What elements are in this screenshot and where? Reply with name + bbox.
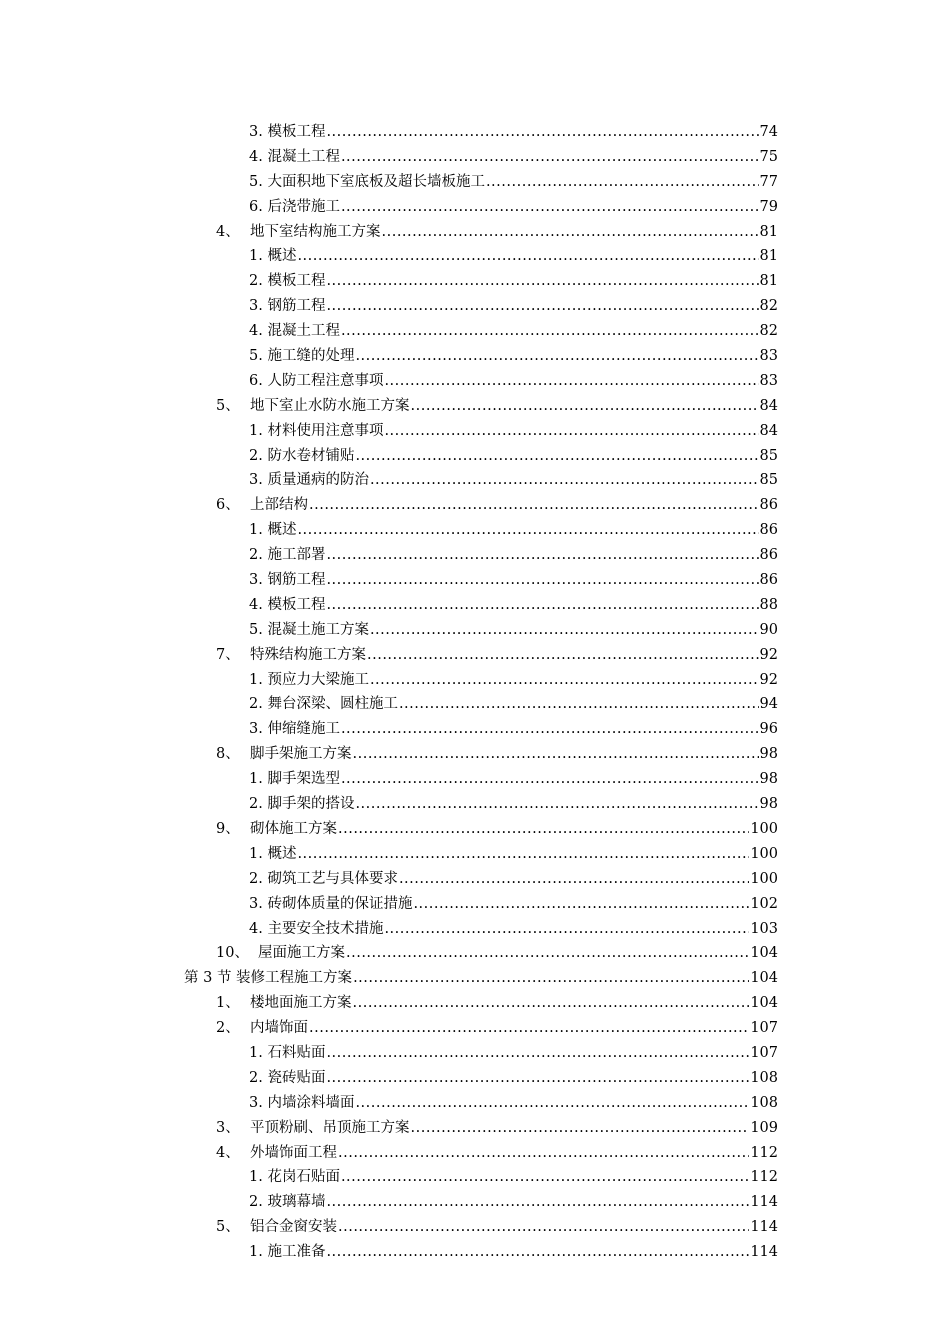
toc-entry-title: 1. 概述 (249, 248, 297, 265)
toc-page-number: 88 (759, 596, 778, 613)
toc-entry[interactable] (216, 1141, 778, 1166)
toc-page-number: 81 (759, 223, 778, 240)
toc-entry-title: 1. 脚手架选型 (249, 771, 340, 788)
toc-entry-title: 1. 概述 (249, 522, 297, 539)
toc-entry[interactable] (249, 668, 778, 693)
toc-dot-leader (411, 1116, 750, 1141)
toc-entry-label (249, 1091, 354, 1116)
toc-entry-number: 1、 (216, 995, 240, 1012)
toc-entry-title: 屋面施工方案 (258, 945, 345, 962)
toc-entry-label (216, 1215, 337, 1240)
toc-dot-leader (382, 220, 759, 245)
toc-dot-leader (338, 1215, 749, 1240)
toc-row (0, 319, 950, 344)
toc-entry-title: 平顶粉刷、吊顶施工方案 (250, 1119, 410, 1136)
toc-entry-title: 砌体施工方案 (250, 820, 337, 837)
toc-entry-label (249, 444, 354, 469)
toc-entry-title: 4. 混凝土工程 (249, 148, 340, 165)
toc-entry-title: 外墙饰面工程 (250, 1144, 337, 1161)
toc-entry[interactable] (249, 1240, 778, 1265)
toc-page-number: 84 (759, 397, 778, 414)
toc-page-number: 84 (759, 422, 778, 439)
toc-dot-leader (326, 1041, 749, 1066)
toc-entry-title: 脚手架施工方案 (250, 746, 352, 763)
toc-dot-leader (346, 941, 749, 966)
toc-entry-title: 地下室止水防水施工方案 (250, 397, 410, 414)
toc-dot-leader (326, 294, 758, 319)
toc-row (0, 817, 950, 842)
toc-row (0, 966, 950, 991)
toc-entry-title: 地下室结构施工方案 (250, 223, 381, 240)
toc-row (0, 244, 950, 269)
toc-page-number: 104 (750, 945, 778, 962)
toc-entry[interactable] (216, 817, 778, 842)
toc-page-number: 100 (750, 845, 778, 862)
toc-entry-title: 3. 钢筋工程 (249, 572, 326, 589)
toc-dot-leader (384, 419, 758, 444)
toc-row (0, 941, 950, 966)
toc-entry[interactable] (249, 444, 778, 469)
toc-page-number: 86 (759, 547, 778, 564)
toc-dot-leader (353, 991, 750, 1016)
toc-entry-title: 4. 主要安全技术措施 (249, 920, 384, 937)
toc-row (0, 917, 950, 942)
toc-entry-title: 6. 人防工程注意事项 (249, 372, 384, 389)
toc-entry[interactable] (216, 1215, 778, 1240)
toc-entry-title: 3. 砖砌体质量的保证措施 (249, 895, 413, 912)
toc-entry-label (249, 867, 398, 892)
toc-entry-title: 1. 花岗石贴面 (249, 1169, 340, 1186)
toc-dot-leader (341, 1165, 749, 1190)
toc-entry-label (249, 842, 296, 867)
toc-entry-number: 8、 (216, 746, 240, 763)
toc-page-number: 103 (750, 920, 778, 937)
toc-dot-leader (341, 195, 759, 220)
toc-page-number: 100 (750, 820, 778, 837)
toc-dot-leader (399, 867, 749, 892)
toc-page-number: 98 (759, 796, 778, 813)
toc-row (0, 1016, 950, 1041)
toc-dot-leader (353, 742, 759, 767)
toc-entry-title: 1. 概述 (249, 845, 297, 862)
toc-dot-leader (341, 319, 759, 344)
toc-page-number: 86 (759, 522, 778, 539)
toc-page-number: 112 (750, 1144, 778, 1161)
toc-entry[interactable] (216, 643, 778, 668)
toc-entry-title: 3. 质量通病的防治 (249, 472, 369, 489)
toc-entry-label (249, 319, 340, 344)
toc-entry-number: 7、 (216, 646, 240, 663)
toc-dot-leader (355, 1091, 749, 1116)
toc-entry-number: 10、 (216, 945, 249, 962)
toc-entry[interactable] (249, 419, 778, 444)
toc-entry[interactable] (249, 294, 778, 319)
toc-entry[interactable] (249, 344, 778, 369)
toc-entry-label (249, 294, 325, 319)
toc-dot-leader (411, 394, 759, 419)
toc-entry-label (249, 792, 354, 817)
toc-entry-label (216, 991, 352, 1016)
toc-entry-label (249, 1190, 325, 1215)
toc-entry[interactable] (249, 767, 778, 792)
toc-row (0, 170, 950, 195)
toc-page-number: 102 (750, 895, 778, 912)
toc-entry-title: 4. 模板工程 (249, 596, 326, 613)
toc-page-number: 75 (759, 148, 778, 165)
toc-page-number: 104 (750, 995, 778, 1012)
toc-entry[interactable] (249, 369, 778, 394)
toc-entry-title: 上部结构 (250, 497, 308, 514)
toc-dot-leader (355, 344, 758, 369)
toc-row (0, 1240, 950, 1265)
toc-entry-number: 4、 (216, 1144, 240, 1161)
toc-dot-leader (326, 269, 758, 294)
toc-dot-leader (297, 842, 749, 867)
toc-entry-title: 3. 钢筋工程 (249, 298, 326, 315)
toc-entry[interactable] (249, 195, 778, 220)
toc-dot-leader (384, 369, 758, 394)
toc-dot-leader (326, 1190, 749, 1215)
toc-entry[interactable] (249, 145, 778, 170)
toc-entry[interactable] (249, 319, 778, 344)
toc-row (0, 269, 950, 294)
toc-entry-label (249, 1041, 325, 1066)
toc-entry-title: 2. 玻璃幕墙 (249, 1194, 326, 1211)
toc-entry[interactable] (249, 618, 778, 643)
toc-dot-leader (367, 643, 759, 668)
toc-entry[interactable] (184, 966, 778, 991)
toc-entry-title: 2. 脚手架的搭设 (249, 796, 355, 813)
toc-entry[interactable] (249, 692, 778, 717)
toc-entry[interactable] (249, 792, 778, 817)
toc-dot-leader (326, 568, 758, 593)
toc-entry-label (249, 1165, 340, 1190)
toc-page-number: 94 (759, 696, 778, 713)
toc-entry[interactable] (216, 220, 778, 245)
table-of-contents (0, 120, 950, 1265)
toc-page-number: 100 (750, 870, 778, 887)
toc-entry-label (249, 892, 412, 917)
toc-entry-title: 1. 预应力大梁施工 (249, 671, 369, 688)
toc-page-number: 82 (759, 298, 778, 315)
toc-entry-label (249, 269, 325, 294)
toc-page-number: 83 (759, 348, 778, 365)
toc-row (0, 692, 950, 717)
toc-row (0, 468, 950, 493)
toc-page-number: 83 (759, 372, 778, 389)
toc-entry-title: 特殊结构施工方案 (250, 646, 366, 663)
toc-page-number: 112 (750, 1169, 778, 1186)
toc-dot-leader (297, 518, 758, 543)
toc-page-number: 96 (759, 721, 778, 738)
toc-entry-label (249, 120, 325, 145)
toc-dot-leader (326, 1240, 749, 1265)
toc-entry-label (249, 468, 369, 493)
toc-page-number: 107 (750, 1020, 778, 1037)
toc-entry[interactable] (216, 1116, 778, 1141)
toc-entry[interactable] (216, 493, 778, 518)
toc-entry[interactable] (216, 742, 778, 767)
toc-row (0, 892, 950, 917)
toc-entry-number: 3、 (216, 1119, 240, 1136)
toc-entry-title: 3. 内墙涂料墙面 (249, 1094, 355, 1111)
toc-row (0, 369, 950, 394)
toc-entry-label (216, 1141, 337, 1166)
toc-row (0, 195, 950, 220)
toc-entry-label (249, 692, 398, 717)
toc-row (0, 1190, 950, 1215)
toc-entry[interactable] (249, 244, 778, 269)
toc-entry[interactable] (216, 1016, 778, 1041)
toc-dot-leader (309, 493, 759, 518)
toc-row (0, 493, 950, 518)
toc-dot-leader (326, 593, 758, 618)
toc-page-number: 107 (750, 1044, 778, 1061)
toc-row (0, 842, 950, 867)
toc-dot-leader (338, 1141, 749, 1166)
toc-entry-label (249, 543, 325, 568)
toc-entry[interactable] (249, 593, 778, 618)
toc-entry-label (216, 1016, 308, 1041)
toc-page-number: 90 (759, 621, 778, 638)
toc-row (0, 120, 950, 145)
toc-row (0, 394, 950, 419)
toc-entry[interactable] (249, 1165, 778, 1190)
toc-page-number: 98 (759, 771, 778, 788)
toc-dot-leader (309, 1016, 749, 1041)
toc-entry-title: 1. 石料贴面 (249, 1044, 326, 1061)
toc-entry-number: 2、 (216, 1020, 240, 1037)
toc-entry-title: 2. 砌筑工艺与具体要求 (249, 870, 398, 887)
toc-entry[interactable] (249, 1041, 778, 1066)
toc-entry-title: 铝合金窗安装 (250, 1219, 337, 1236)
toc-entry-number: 5、 (216, 397, 240, 414)
toc-row (0, 419, 950, 444)
toc-page-number: 108 (750, 1069, 778, 1086)
toc-entry-label (249, 1066, 325, 1091)
toc-dot-leader (370, 618, 759, 643)
toc-dot-leader (341, 717, 759, 742)
toc-entry-label (249, 518, 296, 543)
toc-row (0, 1091, 950, 1116)
toc-entry[interactable] (249, 842, 778, 867)
toc-page-number: 114 (750, 1244, 778, 1261)
toc-entry[interactable] (216, 394, 778, 419)
toc-row (0, 518, 950, 543)
toc-entry-title: 2. 防水卷材铺贴 (249, 447, 355, 464)
toc-dot-leader (370, 668, 759, 693)
toc-row (0, 593, 950, 618)
toc-entry-number: 4、 (216, 223, 240, 240)
toc-entry-label (249, 344, 354, 369)
toc-entry[interactable] (249, 917, 778, 942)
toc-row (0, 717, 950, 742)
toc-page-number: 92 (759, 671, 778, 688)
toc-entry-title: 3. 模板工程 (249, 124, 326, 140)
toc-dot-leader (486, 170, 759, 195)
toc-dot-leader (341, 767, 759, 792)
toc-entry-label (249, 917, 383, 942)
toc-entry-label (249, 767, 340, 792)
toc-dot-leader (326, 1066, 749, 1091)
toc-row (0, 145, 950, 170)
toc-page-number: 79 (759, 198, 778, 215)
toc-entry-title: 5. 大面积地下室底板及超长墙板施工 (249, 173, 485, 190)
toc-entry[interactable] (216, 991, 778, 1016)
toc-entry-label (249, 195, 340, 220)
toc-entry-label (249, 145, 340, 170)
toc-entry-label (216, 1116, 410, 1141)
toc-entry[interactable] (216, 941, 778, 966)
toc-entry-label (249, 593, 325, 618)
toc-dot-leader (355, 444, 758, 469)
toc-row (0, 1215, 950, 1240)
toc-page-number: 104 (750, 970, 778, 987)
toc-entry[interactable] (249, 120, 778, 145)
toc-page-number: 114 (750, 1194, 778, 1211)
toc-page-number: 86 (759, 572, 778, 589)
toc-dot-leader (413, 892, 749, 917)
toc-entry-label (216, 493, 308, 518)
toc-page-number: 81 (759, 273, 778, 290)
toc-row (0, 444, 950, 469)
toc-entry-title: 5. 施工缝的处理 (249, 348, 355, 365)
toc-dot-leader (353, 966, 749, 991)
toc-entry-label (216, 817, 337, 842)
toc-row (0, 1116, 950, 1141)
toc-row (0, 792, 950, 817)
toc-page-number: 86 (759, 497, 778, 514)
toc-dot-leader (370, 468, 759, 493)
toc-entry[interactable] (249, 867, 778, 892)
toc-entry[interactable] (249, 518, 778, 543)
toc-entry-label (249, 717, 340, 742)
toc-entry-label (216, 742, 352, 767)
toc-entry-title: 2. 瓷砖贴面 (249, 1069, 326, 1086)
toc-entry-title: 2. 施工部署 (249, 547, 326, 564)
toc-entry-number: 5、 (216, 1219, 240, 1236)
toc-entry[interactable] (249, 717, 778, 742)
toc-dot-leader (297, 244, 758, 269)
toc-row (0, 991, 950, 1016)
toc-page-number: 85 (759, 447, 778, 464)
toc-entry[interactable] (249, 1066, 778, 1091)
toc-entry-title: 3. 伸缩缝施工 (249, 721, 340, 738)
toc-entry-title: 6. 后浇带施工 (249, 198, 340, 215)
toc-entry-label (249, 568, 325, 593)
toc-dot-leader (326, 543, 758, 568)
toc-entry-title: 第 3 节 装修工程施工方案 (184, 970, 353, 987)
toc-page-number: 81 (759, 248, 778, 265)
toc-row (0, 742, 950, 767)
toc-row (0, 294, 950, 319)
toc-entry-label (249, 668, 369, 693)
toc-entry-label (249, 618, 369, 643)
toc-entry-title: 5. 混凝土施工方案 (249, 621, 369, 638)
toc-row (0, 1066, 950, 1091)
toc-entry-label (249, 1240, 325, 1265)
toc-dot-leader (341, 145, 759, 170)
toc-entry-title: 1. 材料使用注意事项 (249, 422, 384, 439)
toc-entry-title: 2. 模板工程 (249, 273, 326, 290)
toc-row (0, 220, 950, 245)
toc-entry-label (216, 220, 381, 245)
toc-entry[interactable] (249, 568, 778, 593)
toc-row (0, 767, 950, 792)
toc-row (0, 643, 950, 668)
toc-entry[interactable] (249, 269, 778, 294)
toc-row (0, 1041, 950, 1066)
toc-entry[interactable] (249, 468, 778, 493)
toc-entry-label (184, 966, 352, 991)
toc-page-number: 85 (759, 472, 778, 489)
toc-row (0, 568, 950, 593)
toc-entry-label (216, 394, 410, 419)
toc-entry[interactable] (249, 543, 778, 568)
toc-row (0, 867, 950, 892)
toc-dot-leader (384, 917, 749, 942)
toc-entry-title: 4. 混凝土工程 (249, 323, 340, 340)
toc-row (0, 1165, 950, 1190)
toc-row (0, 543, 950, 568)
toc-row (0, 344, 950, 369)
toc-row (0, 618, 950, 643)
toc-entry[interactable] (249, 170, 778, 195)
toc-entry-label (216, 941, 345, 966)
toc-entry-label (249, 170, 485, 195)
toc-page-number: 92 (759, 646, 778, 663)
toc-row (0, 1141, 950, 1166)
toc-entry-title: 1. 施工准备 (249, 1244, 326, 1261)
toc-dot-leader (355, 792, 758, 817)
toc-entry-label (249, 369, 383, 394)
toc-entry[interactable] (249, 892, 778, 917)
toc-page-number: 114 (750, 1219, 778, 1236)
toc-entry-number: 6、 (216, 497, 240, 514)
toc-dot-leader (399, 692, 759, 717)
toc-page-number: 74 (759, 124, 778, 140)
toc-entry-number: 9、 (216, 820, 240, 837)
toc-dot-leader (338, 817, 749, 842)
toc-page-number: 109 (750, 1119, 778, 1136)
toc-entry-label (249, 419, 383, 444)
toc-entry-title: 楼地面施工方案 (250, 995, 352, 1012)
toc-page-number: 108 (750, 1094, 778, 1111)
toc-entry-title: 2. 舞台深梁、圆柱施工 (249, 696, 398, 713)
toc-dot-leader (326, 120, 758, 145)
toc-entry[interactable] (249, 1190, 778, 1215)
toc-entry-label (249, 244, 296, 269)
toc-row (0, 668, 950, 693)
toc-page-number: 98 (759, 746, 778, 763)
toc-entry-title: 内墙饰面 (250, 1020, 308, 1037)
toc-page-number: 77 (759, 173, 778, 190)
toc-page-number: 82 (759, 323, 778, 340)
toc-entry-label (216, 643, 366, 668)
toc-entry[interactable] (249, 1091, 778, 1116)
